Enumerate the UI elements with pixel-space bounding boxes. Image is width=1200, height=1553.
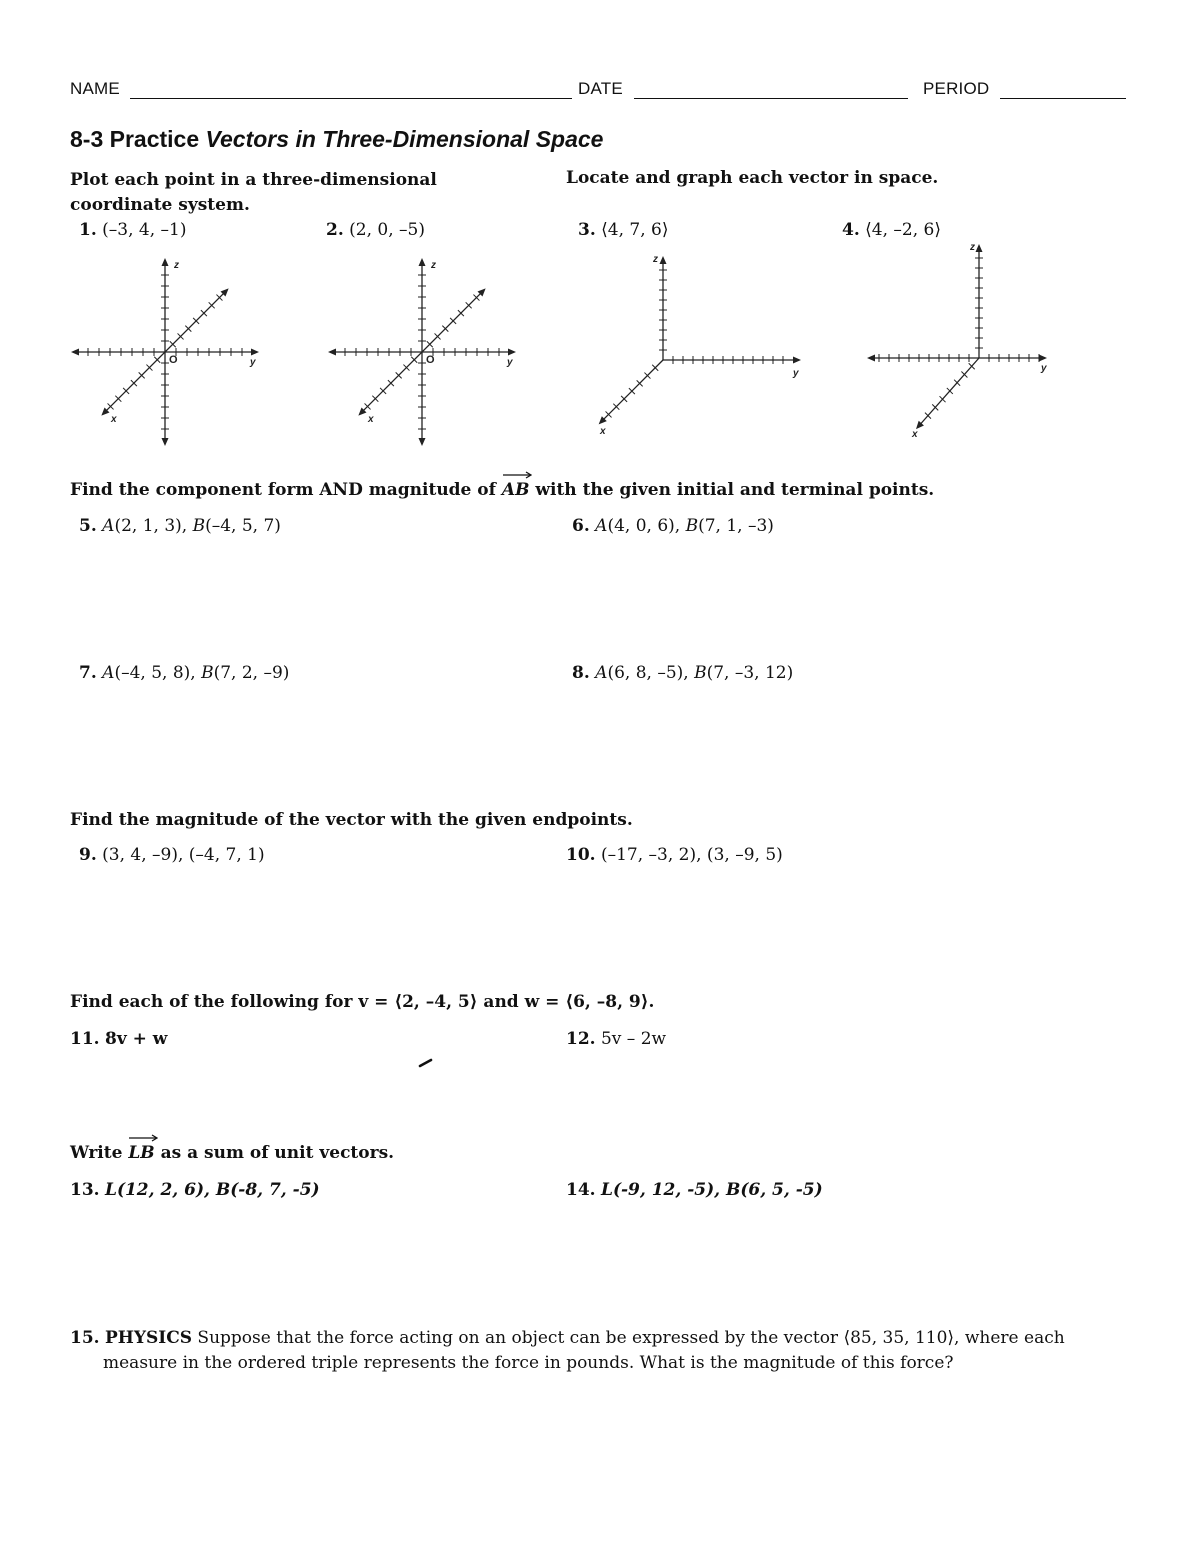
problem-number: 15. xyxy=(70,1328,100,1348)
section1-instruction-line2: coordinate system. xyxy=(70,195,250,215)
problem-7 xyxy=(79,663,289,683)
problem-2 xyxy=(326,220,425,240)
title-prefix: 8-3 Practice xyxy=(70,126,206,152)
coordinate-system-4[interactable] xyxy=(858,238,1058,443)
problem-10 xyxy=(566,845,783,865)
problem-14 xyxy=(566,1180,823,1200)
point-b-coords: (–4, 5, 7) xyxy=(205,516,281,536)
vector-name: LB xyxy=(128,1143,155,1163)
problem-5 xyxy=(79,516,281,536)
point-a: A xyxy=(595,516,608,536)
problem-number: 4. xyxy=(842,220,860,240)
pen-mark xyxy=(419,1058,433,1068)
point-a: A xyxy=(102,516,115,536)
vector-lb xyxy=(128,1143,154,1163)
section2-instruction: Locate and graph each vector in space. xyxy=(566,168,939,188)
problem-number: 11. xyxy=(70,1029,100,1049)
x-axis-label: x xyxy=(912,429,918,440)
problem-text: (–3, 4, –1) xyxy=(102,220,187,240)
problem-number: 2. xyxy=(326,220,344,240)
x-axis-label: x xyxy=(111,414,117,425)
problem-text: ⟨4, 7, 6⟩ xyxy=(601,220,669,240)
point-b-coords: (7, 2, –9) xyxy=(213,663,290,683)
origin-label: O xyxy=(169,354,178,366)
section5-instruction: Find each of the following for v = ⟨2, –4, 5⟩ and w = ⟨6, –8, 9⟩. xyxy=(70,992,655,1012)
point-b: B xyxy=(192,516,206,536)
problem-number: 9. xyxy=(79,845,97,865)
section1-instruction-line1: Plot each point in a three-dimensional xyxy=(70,170,437,190)
point-a: A xyxy=(595,663,608,683)
problem-12 xyxy=(566,1029,666,1049)
y-axis-label: y xyxy=(793,368,799,379)
problem-3 xyxy=(578,220,668,240)
problem-number: 10. xyxy=(566,845,596,865)
point-a-coords: (–4, 5, 8), xyxy=(114,663,202,683)
problem-4 xyxy=(842,220,941,240)
problem-number: 12. xyxy=(566,1029,596,1049)
z-axis-label: z xyxy=(970,242,975,253)
point-a-coords: (2, 1, 3), xyxy=(114,516,193,536)
period-label: PERIOD xyxy=(923,79,990,98)
problem-text-line1: Suppose that the force acting on an object can be expressed by the vector ⟨85, 35, 110⟩, where each xyxy=(192,1328,1065,1348)
problem-text: ⟨4, –2, 6⟩ xyxy=(865,220,941,240)
instruction-text: with the given initial and terminal points. xyxy=(529,480,935,500)
x-axis-label: x xyxy=(368,414,374,425)
problem-text: (–17, –3, 2), (3, –9, 5) xyxy=(600,845,783,865)
problem-number: 8. xyxy=(572,663,590,683)
problem-text: 8v + w xyxy=(104,1029,168,1049)
problem-number: 5. xyxy=(79,516,97,536)
problem-text: (2, 0, –5) xyxy=(349,220,425,240)
section4-instruction: Find the magnitude of the vector with the given endpoints. xyxy=(70,810,633,830)
problem-number: 6. xyxy=(572,516,590,536)
name-label: NAME xyxy=(70,79,120,98)
x-axis-label: x xyxy=(600,426,606,437)
name-field[interactable] xyxy=(130,98,572,99)
problem-number: 7. xyxy=(79,663,97,683)
problem-text: 5v – 2w xyxy=(600,1029,667,1049)
period-field[interactable] xyxy=(1000,98,1126,99)
y-axis-label: y xyxy=(1041,363,1047,374)
point-b-coords: (7, –3, 12) xyxy=(706,663,794,683)
origin-label: O xyxy=(426,354,435,366)
problem-6 xyxy=(572,516,774,536)
problem-keyword: PHYSICS xyxy=(104,1328,193,1348)
vector-arrow-icon xyxy=(128,1134,158,1142)
problem-13 xyxy=(70,1180,320,1200)
y-axis-label: y xyxy=(250,357,256,368)
point-b-coords: (7, 1, –3) xyxy=(698,516,774,536)
vector-name: AB xyxy=(501,480,530,500)
problem-number: 3. xyxy=(578,220,596,240)
point-a: A xyxy=(102,663,115,683)
problem-9 xyxy=(79,845,265,865)
problem-text: L(12, 2, 6), B(-8, 7, -5) xyxy=(104,1180,320,1200)
y-axis-label: y xyxy=(507,357,513,368)
instruction-text: Write xyxy=(70,1143,129,1163)
point-a-coords: (4, 0, 6), xyxy=(607,516,686,536)
vector-arrow-icon xyxy=(502,471,532,479)
section6-instruction xyxy=(70,1143,394,1163)
point-b: B xyxy=(694,663,707,683)
coordinate-system-2[interactable] xyxy=(325,252,525,448)
problem-1 xyxy=(79,220,186,240)
z-axis-label: z xyxy=(174,260,179,271)
point-a-coords: (6, 8, –5), xyxy=(607,663,695,683)
section1-instruction xyxy=(70,168,437,218)
problem-number: 13. xyxy=(70,1180,100,1200)
problem-text-line2: measure in the ordered triple represents the force in pounds. What is the magnitude of this force? xyxy=(103,1353,954,1373)
z-axis-label: z xyxy=(431,260,436,271)
instruction-text: Find the component form AND magnitude of xyxy=(70,480,502,500)
problem-number: 14. xyxy=(566,1180,596,1200)
instruction-text: as a sum of unit vectors. xyxy=(154,1143,395,1163)
coordinate-system-1[interactable] xyxy=(70,252,270,448)
problem-number: 1. xyxy=(79,220,97,240)
page-title xyxy=(70,126,603,153)
z-axis-label: z xyxy=(653,254,658,265)
title-topic: Vectors in Three-Dimensional Space xyxy=(205,126,604,152)
problem-15 xyxy=(70,1326,1065,1376)
date-field[interactable] xyxy=(634,98,908,99)
problem-8 xyxy=(572,663,793,683)
problem-text: (3, 4, –9), (–4, 7, 1) xyxy=(102,845,265,865)
date-label: DATE xyxy=(578,79,623,98)
section3-instruction xyxy=(70,480,934,500)
point-b: B xyxy=(685,516,699,536)
problem-11 xyxy=(70,1029,167,1049)
problem-text: L(-9, 12, -5), B(6, 5, -5) xyxy=(600,1180,823,1200)
vector-ab xyxy=(502,480,530,500)
coordinate-system-3[interactable] xyxy=(590,250,810,440)
point-b: B xyxy=(201,663,214,683)
